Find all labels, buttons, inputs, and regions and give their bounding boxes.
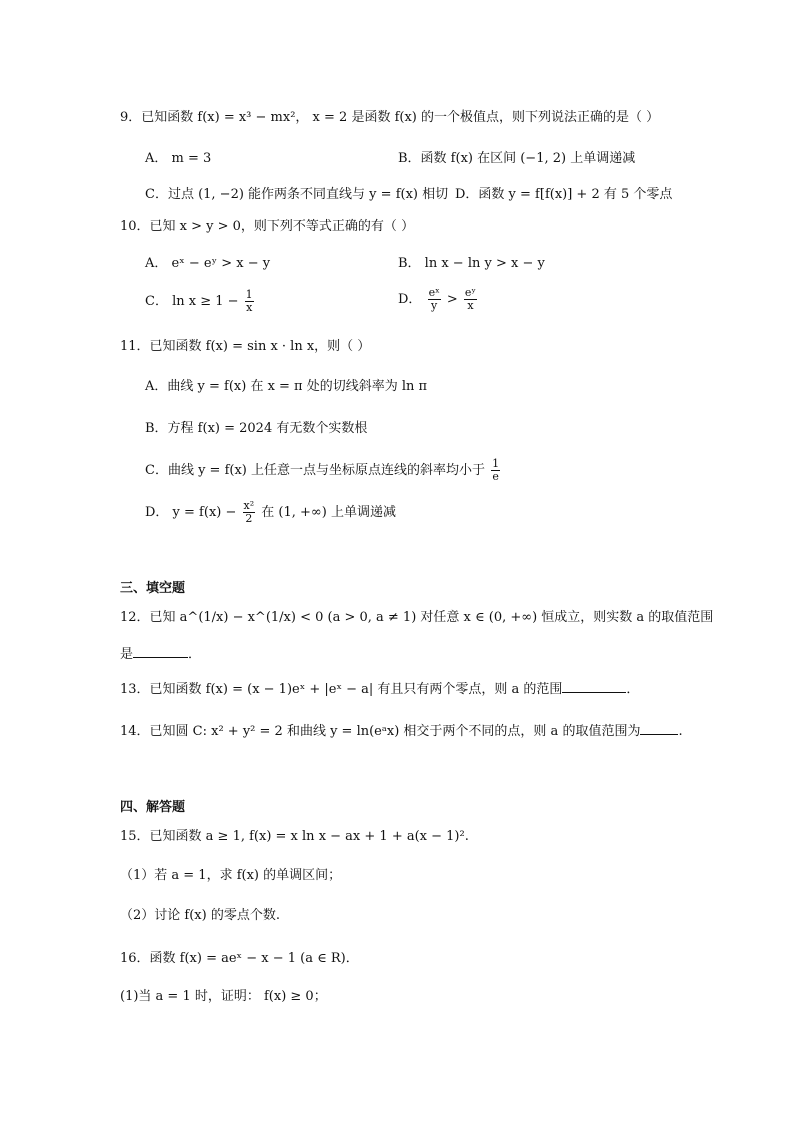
q15-part-1: （1）若 a = 1，求 f(x) 的单调区间； — [120, 868, 342, 883]
q9-option-c: C．过点 (1, −2) 能作两条不同直线与 y = f(x) 相切 — [145, 187, 449, 202]
q9-option-b: B．函数 f(x) 在区间 (−1, 2) 上单调递减 — [398, 151, 636, 166]
q11-option-c: C．曲线 y = f(x) 上任意一点与坐标原点连线的斜率均小于 $\frac{1}{e}$ — [145, 457, 500, 483]
fraction: $\frac{\text{x²}}{2}$ — [243, 499, 255, 525]
fraction: $\frac{\text{eˣ}}{y}$ — [428, 286, 440, 312]
fraction: $\frac{1}{x}$ — [245, 288, 253, 314]
q14-stem: 14．已知圆 C: x² + y² = 2 和曲线 y = ln(eᵃx) 相交于两个不同的点，则 a 的取值范围为 . — [120, 724, 683, 739]
q10-option-a: A． eˣ − eʸ > x − y — [145, 256, 271, 271]
q13-stem: 13．已知函数 f(x) = (x − 1)eˣ + |eˣ − a| 有且只有两个零点，则 a 的范围 ． — [120, 682, 640, 697]
q11-stem: 11．已知函数 f(x) = sin x · ln x，则（ ） — [120, 339, 371, 354]
q10-option-c: C． ln x ≥ 1 − $\frac{1}{x}$ — [145, 288, 253, 314]
section-heading-solutions: 四、解答题 — [120, 800, 186, 815]
q15-stem: 15．已知函数 a ≥ 1, f(x) = x ln x − ax + 1 + a(x − 1)². — [120, 829, 469, 844]
q9-option-a: A． m = 3 — [145, 151, 212, 166]
q16-part-1: (1)当 a = 1 时，证明： f(x) ≥ 0； — [120, 989, 327, 1004]
q9-stem: 9．已知函数 f(x) = x³ − mx²， x = 2 是函数 f(x) 的一个极值点，则下列说法正确的是（ ） — [120, 110, 660, 125]
q11-option-b: B．方程 f(x) = 2024 有无数个实数根 — [145, 421, 368, 436]
q10-option-b: B． ln x − ln y > x − y — [398, 256, 545, 271]
q12-blank-line: 是 ． — [120, 647, 202, 662]
q10-stem: 10．已知 x > y > 0，则下列不等式正确的有（ ） — [120, 219, 415, 234]
answer-blank — [133, 645, 188, 658]
q15-part-2: （2）讨论 f(x) 的零点个数. — [120, 908, 280, 923]
q10-option-d: D． $\frac{\text{eˣ}}{y}$ > $\frac{\text{eʸ}}{x}$ — [398, 286, 477, 312]
section-heading-fill-in: 三、填空题 — [120, 581, 186, 596]
fraction: $\frac{1}{e}$ — [492, 457, 500, 483]
q9-option-d: D．函数 y = f[f(x)] + 2 有 5 个零点 — [455, 187, 673, 202]
q12-stem: 12．已知 a^(1/x) − x^(1/x) < 0 (a > 0, a ≠ 1) 对任意 x ∈ (0, +∞) 恒成立，则实数 a 的取值范围 — [120, 610, 714, 625]
q11-option-a: A．曲线 y = f(x) 在 x = π 处的切线斜率为 ln π — [145, 379, 428, 394]
answer-blank — [640, 722, 678, 735]
q11-option-d: D． y = f(x) − $\frac{\text{x²}}{2}$ 在 (1, +∞) 上单调递减 — [145, 499, 396, 525]
fraction: $\frac{\text{eʸ}}{x}$ — [464, 286, 477, 312]
answer-blank — [562, 680, 626, 693]
q16-stem: 16．函数 f(x) = aeˣ − x − 1 (a ∈ R)． — [120, 951, 359, 966]
